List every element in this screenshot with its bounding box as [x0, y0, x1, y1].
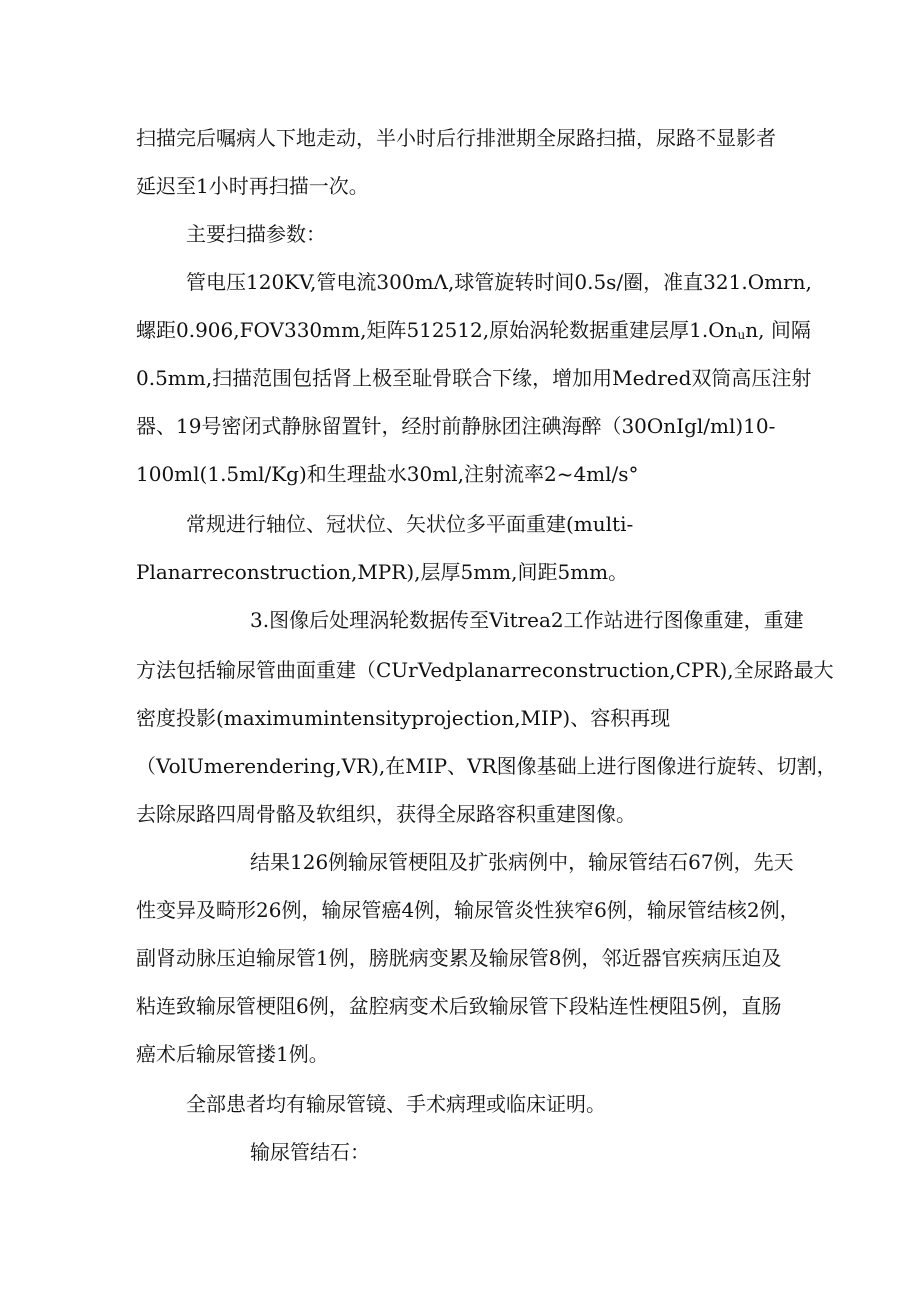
- text-line: 3.图像后处理涡轮数据传至Vitrea2工作站进行图像重建，重建: [250, 608, 804, 632]
- subscript-glyph: u: [737, 328, 746, 342]
- section-label: 主要扫描参数：: [186, 222, 326, 246]
- text-line: 扫描完后嘱病人下地走动，半小时后行排泄期全尿路扫描，尿路不显影者: [136, 126, 776, 150]
- section-label: 输尿管结石：: [250, 1140, 370, 1164]
- text-line: 100ml(1.5ml∕Kg)和生理盐水30ml,注射流率2~4ml∕s°: [136, 462, 639, 486]
- text-line: [136, 316, 811, 349]
- text-line: 去除尿路四周骨骼及软组织，获得全尿路容积重建图像。: [136, 802, 636, 826]
- text-line: 副肾动脉压迫输尿管1例，膀胱病变累及输尿管8例，邻近器官疾病压迫及: [136, 946, 782, 970]
- text-line: 全部患者均有输尿管镜、手术病理或临床证明。: [186, 1092, 606, 1116]
- text-line: 粘连致输尿管梗阻6例，盆腔病变术后致输尿管下段粘连性梗阻5例，直肠: [136, 994, 782, 1018]
- text-line: 密度投影(maximumintensityprojection,MIP)、容积再现: [136, 706, 671, 730]
- text-line: 结果126例输尿管梗阻及扩张病例中，输尿管结石67例，先天: [250, 850, 794, 874]
- text-run: n, 间隔: [745, 318, 811, 342]
- text-line: 器、19号密闭式静脉留置针，经肘前静脉团注碘海醉（30OnIgl/ml)10-: [136, 414, 776, 438]
- text-run: 螺距0.906,FOV330mm,矩阵512512,原始涡轮数据重建层厚1.On: [136, 318, 738, 342]
- text-line: （VolUmerendering,VR),在MIP、VR图像基础上进行图像进行旋转、切割，: [136, 754, 837, 778]
- text-line: 性变异及畸形26例，输尿管癌4例，输尿管炎性狭窄6例，输尿管结核2例，: [136, 898, 800, 922]
- text-line: Planarreconstruction,MPR),层厚5mm,间距5mm。: [136, 560, 629, 584]
- text-line: 延迟至1小时再扫描一次。: [136, 174, 369, 198]
- text-line: 常规进行轴位、冠状位、矢状位多平面重建(multi-: [186, 512, 634, 536]
- text-line: 癌术后输尿管搂1例。: [136, 1042, 329, 1066]
- text-line: 方法包括输尿管曲面重建（CUrVedplanarreconstruction,CPR),全尿路最大: [136, 658, 834, 682]
- text-line: 0.5mm,扫描范围包括肾上极至耻骨联合下缘，增加用Medred双筒高压注射: [136, 366, 812, 390]
- text-line: 管电压120KV,管电流300mΛ,球管旋转时间0.5s∕圈，准直321.Omrn,: [186, 270, 812, 294]
